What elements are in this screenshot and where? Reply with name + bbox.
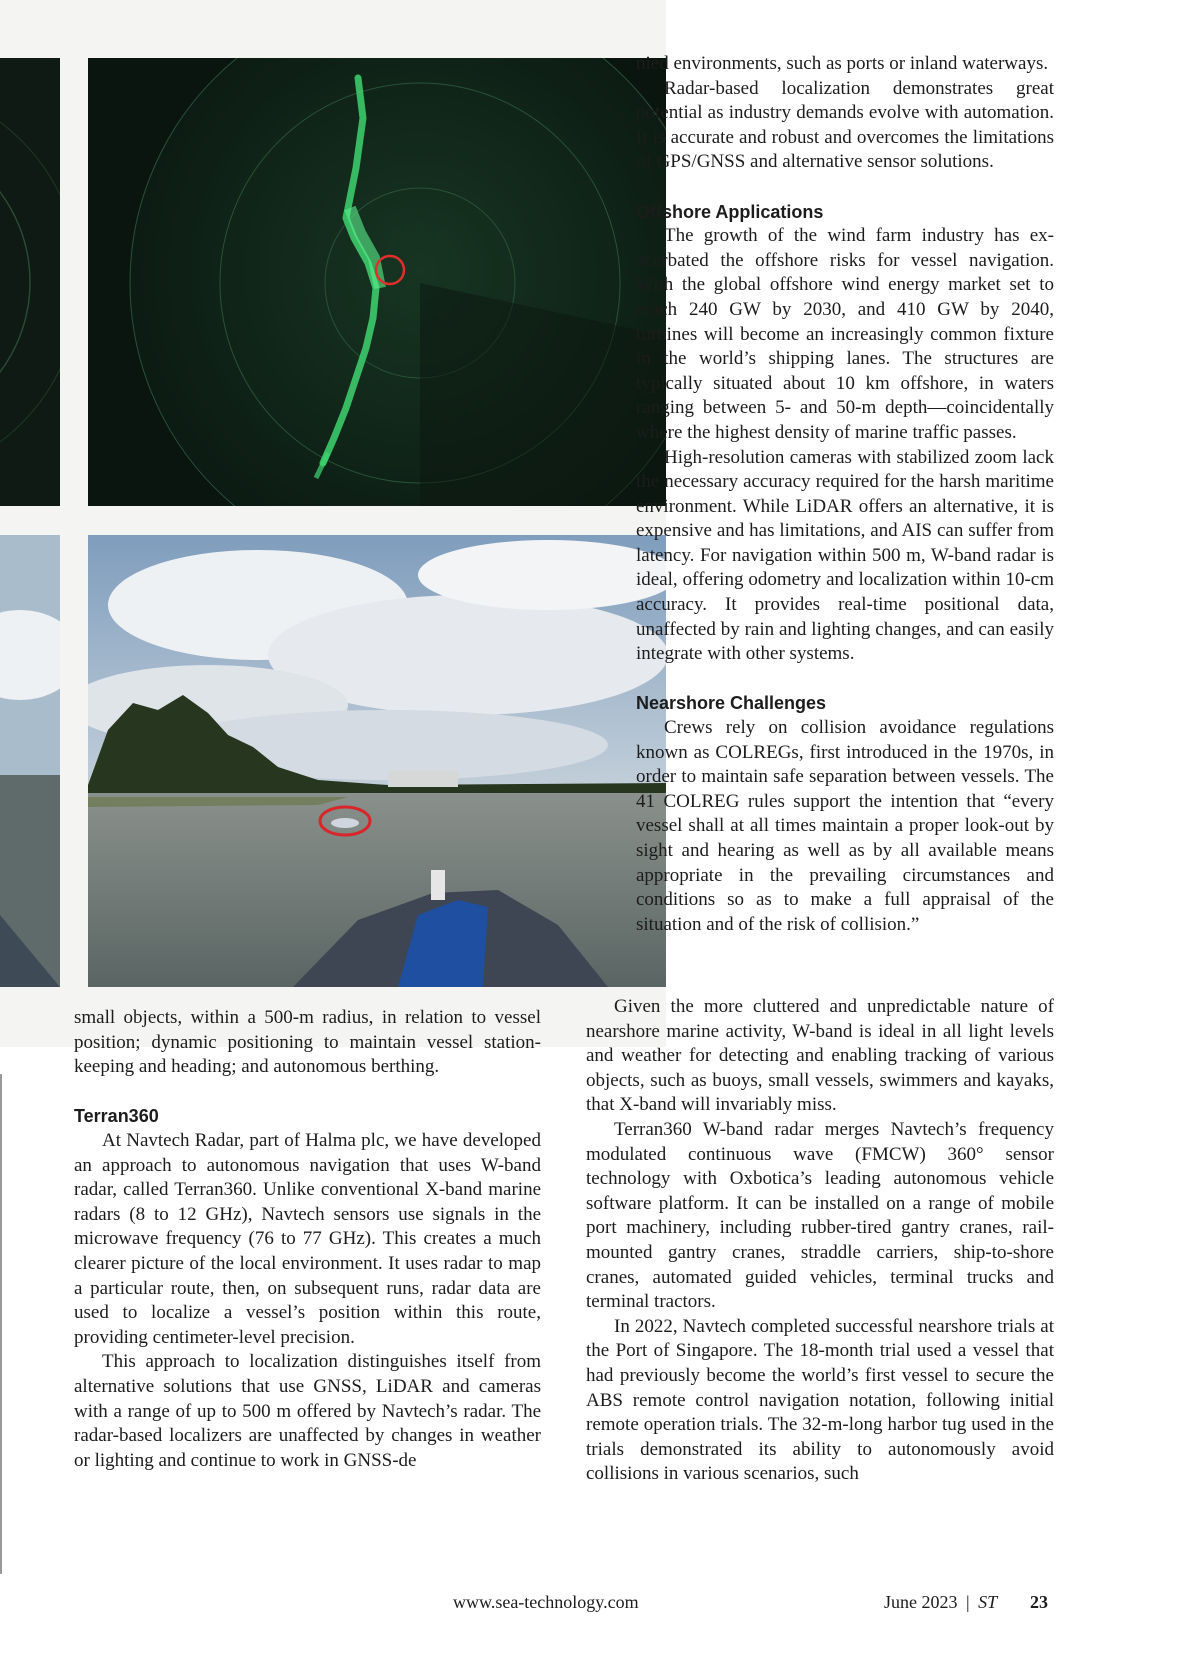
paragraph: Terran360 W-band radar merges Navtech’s frequency modulated continuous wave (FMCW) 360° sensor technology with Oxbotica’s leading autonomous vehicle software platform. It can be installed on a range of mobile port machinery, including rubber-tired gantry cranes, rail-mounted gantry cranes, straddle carriers, ship-to-shore cranes, automated guided vehicles, terminal trucks and terminal tractors.	[586, 1118, 1054, 1313]
paragraph: At Navtech Radar, part of Halma plc, we have developed an approach to autonomous navigation that uses W-band radar, called Terran360. Unlike conventional X-band marine radars (8 to 12 GHz), Navtech sensors use signals in the microwave frequency (76 to 77 GHz). This creates a much clearer picture of the local environment. It uses radar to map a particular route, then, on subsequent runs, radar data are used to localize a vessel’s position within this route, providing centimeter-level precision.	[74, 1129, 541, 1348]
section-heading: Terran360	[74, 1106, 159, 1127]
photo-icon	[0, 535, 60, 987]
paragraph: Radar-based localization demonstrates great potential as industry demands evolve with automation. It is accurate and robust and overcomes the limitations of GPS/GNSS and alternative sensor solutions.	[636, 77, 1054, 173]
paragraph: nied environments, such as ports or inland waterways.	[636, 53, 1049, 74]
right-column-top	[636, 52, 1054, 937]
camera-photo-main	[88, 535, 666, 987]
footer-website: www.sea-technology.com	[453, 1592, 639, 1612]
footer-issue	[884, 1592, 997, 1613]
section-heading: Nearshore Challenges	[636, 693, 827, 714]
spacer	[74, 1080, 541, 1105]
page-number: 23	[1030, 1592, 1048, 1612]
footer-date: June 2023	[884, 1592, 958, 1612]
spacer	[636, 175, 1054, 200]
photo-icon	[88, 535, 666, 987]
paragraph: High-resolution cameras with stabilized zoom lack the necessary accuracy required for the harsh maritime environment. While LiDAR offers an alternative, it is expensive and has limitations, and AIS can suffer from latency. For navigation within 500 m, W-band radar is ideal, offering odometry and localization within 10-cm accuracy. It provides real-time positional data, unaffected by rain and lighting changes, and can easily integrate with other systems.	[636, 446, 1054, 665]
radar-scan-icon	[0, 58, 60, 506]
camera-photo-left	[0, 535, 60, 987]
right-column-bottom	[586, 995, 1054, 1487]
column-rule	[0, 1074, 2, 1574]
paragraph: This approach to localization distinguishes itself from alternative solutions that use GNSS, LiDAR and cameras with a range of up to 500 m offered by Navtech’s radar. The radar-based localizers are unaffected by changes in weather or lighting and continue to work in GNSS-de	[74, 1351, 541, 1471]
spacer	[636, 667, 1054, 692]
paragraph: In 2022, Navtech completed successful nearshore trials at the Port of Singapore. The 18-month trial used a vessel that had previously become the world’s first vessel to secure the ABS remote control navigation notation, following initial remote operation trials. The 32-m-long harbor tug used in the trials demonstrated its ability to autonomously avoid collisions in various scenarios, such	[586, 1315, 1054, 1485]
radar-scan-icon	[88, 58, 666, 506]
footer-magazine: ST	[978, 1592, 998, 1612]
radar-image-left	[0, 58, 60, 506]
paragraph: Crews rely on collision avoidance regulations known as COLREGs, first introduced in the 1970s, in order to maintain safe separation between vessels. The 41 COLREG rules support the intention that “every vessel shall at all times maintain a proper look-out by sight and hearing as well as by all available means appropriate in the prevailing circumstances and conditions so as to make a full appraisal of the situation and of the risk of collision.”	[636, 717, 1054, 935]
section-heading: Offshore Applications	[636, 201, 824, 222]
left-column-bottom	[74, 1006, 541, 1473]
radar-image-main	[88, 58, 666, 506]
paragraph: Given the more cluttered and unpredictable nature of nearshore marine activity, W-band is ideal in all light levels and weather for detecting and enabling tracking of various objects, such as buoys, small vessels, swimmers and kayaks, that X-band will invariably miss.	[586, 996, 1054, 1116]
footer-separator: |	[966, 1592, 970, 1612]
paragraph: small objects, within a 500-m radius, in relation to vessel position; dynamic positioning to maintain vessel station-keeping and heading; and autonomous berthing.	[74, 1007, 541, 1078]
figure	[0, 0, 666, 1047]
paragraph: The growth of the wind farm industry has exacerbated the offshore risks for vessel navigation. With the global offshore wind energy market set to reach 240 GW by 2030, and 410 GW by 2040, turbines will become an increasingly common fixture in the world’s shipping lanes. The structures are typically situated about 10 km offshore, in waters ranging between 5- and 50-m depth—coincidentally where the highest density of marine traffic passes.	[636, 225, 1054, 443]
